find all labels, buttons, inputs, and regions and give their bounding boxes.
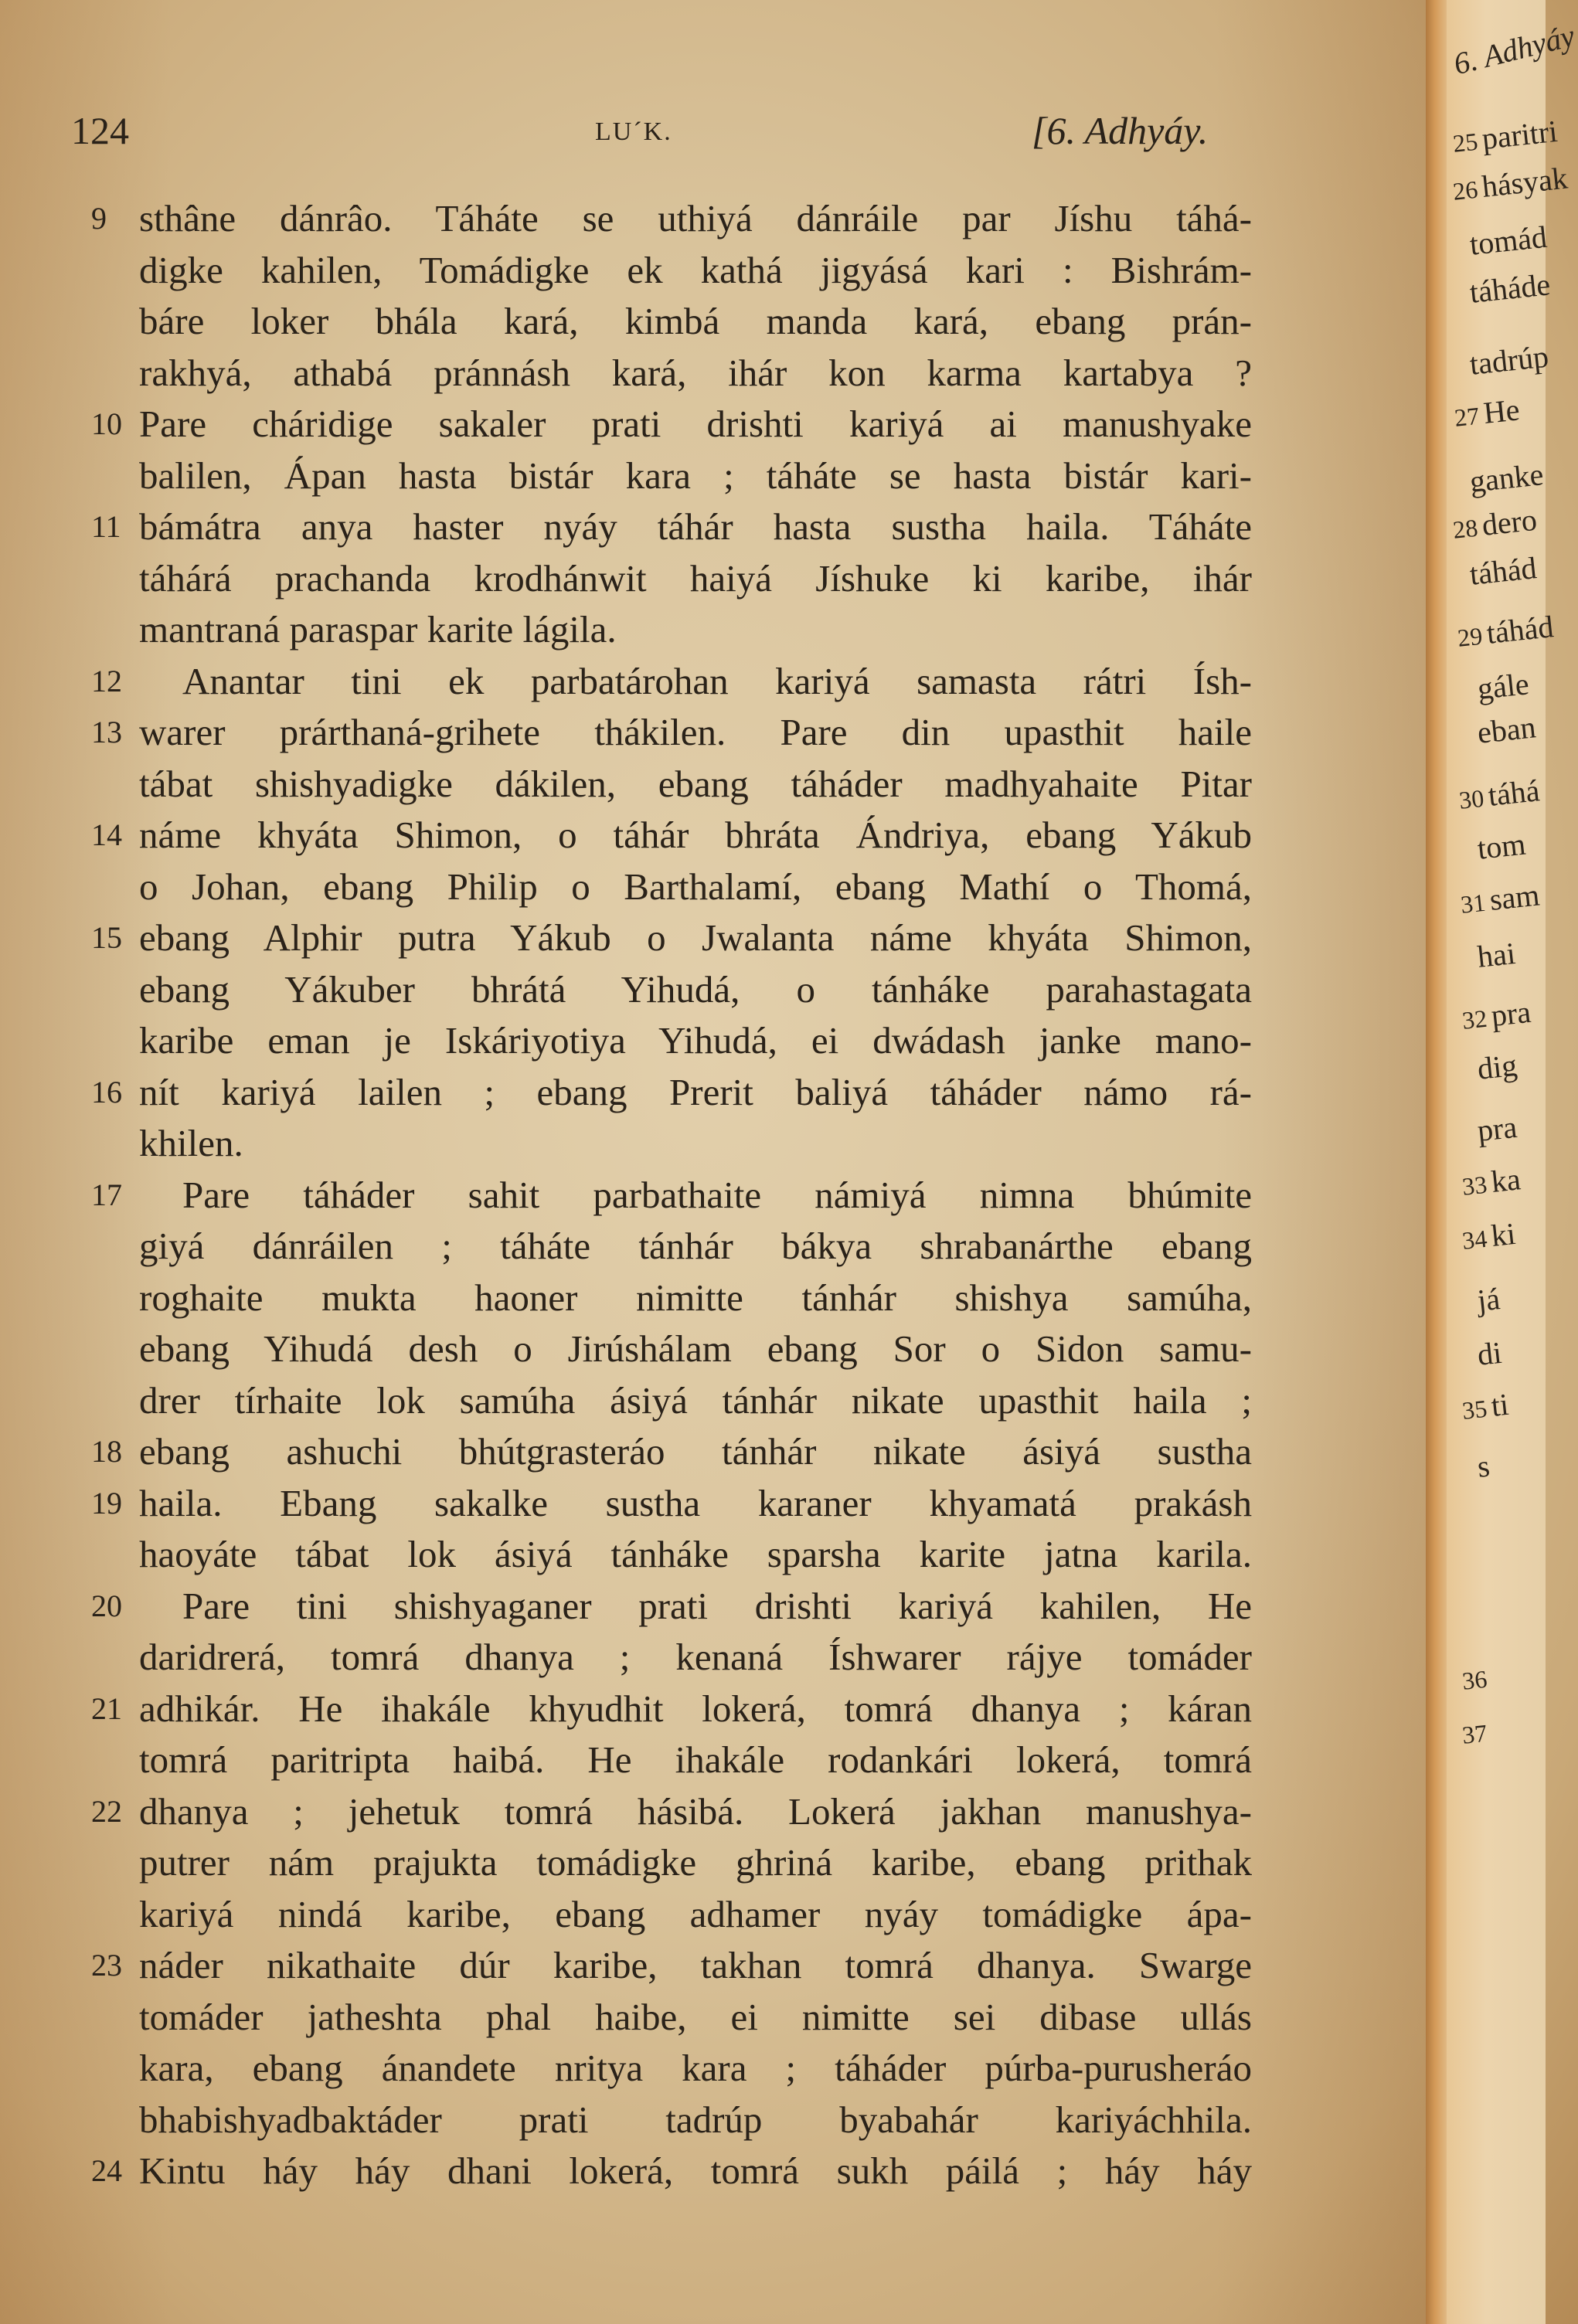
line-text: putrer nám prajukta tomádigke ghriná karibe, ebang prithak bbox=[139, 1841, 1252, 1884]
line-text: báre loker bhála kará, kimbá manda kará, ebang prán- bbox=[139, 300, 1252, 342]
fragment-text: hai bbox=[1475, 936, 1517, 974]
text-line bbox=[139, 348, 1252, 399]
line-text: roghaite mukta haoner nimitte tánhár shishya samúha, bbox=[139, 1276, 1252, 1319]
text-line bbox=[139, 2095, 1252, 2146]
text-line bbox=[139, 1735, 1252, 1785]
facing-page-fragment bbox=[1476, 1047, 1519, 1087]
text-line bbox=[91, 193, 1252, 244]
text-line bbox=[139, 1015, 1252, 1066]
text-line bbox=[139, 964, 1252, 1015]
verse-number: 28 bbox=[1451, 513, 1479, 544]
verse-number: 33 bbox=[1461, 1170, 1488, 1201]
facing-page-fragment bbox=[1461, 994, 1533, 1037]
text-line bbox=[139, 553, 1252, 604]
fragment-text: pra bbox=[1489, 994, 1532, 1033]
text-line bbox=[91, 912, 1252, 963]
fragment-text: ka bbox=[1489, 1161, 1522, 1199]
text-line bbox=[91, 399, 1252, 450]
verse-number: 15 bbox=[91, 920, 122, 955]
text-line bbox=[91, 501, 1252, 552]
verse-number: 35 bbox=[1461, 1394, 1488, 1425]
fragment-text: ki bbox=[1489, 1215, 1518, 1253]
line-text: mantraná paraspar karite lágila. bbox=[139, 608, 617, 651]
fragment-text: ti bbox=[1489, 1386, 1511, 1423]
verse-number: 29 bbox=[1456, 621, 1484, 652]
text-line bbox=[139, 245, 1252, 296]
text-line bbox=[139, 1529, 1252, 1580]
verse-number: 26 bbox=[1451, 175, 1479, 206]
fragment-text: ganke bbox=[1467, 457, 1546, 499]
fragment-text: dig bbox=[1475, 1047, 1519, 1086]
line-text: sthâne dánrâo. Táháte se uthiyá dánráile par Jíshu táhá- bbox=[139, 197, 1252, 240]
line-text: ebang Yákuber bhrátá Yihudá, o tánháke parahastagata bbox=[139, 967, 1252, 1011]
fragment-text: táhá bbox=[1486, 773, 1542, 813]
verse-number: 19 bbox=[91, 1485, 122, 1520]
line-text: Pare cháridige sakaler prati drishti kariyá ai manushyake bbox=[139, 403, 1252, 445]
text-line bbox=[91, 1786, 1252, 1837]
verse-number: 24 bbox=[91, 2153, 122, 2188]
facing-page-fragment bbox=[1476, 708, 1538, 751]
line-text: haila. Ebang sakalke sustha karaner khyamatá prakásh bbox=[139, 1481, 1252, 1524]
line-text: kara, ebang ánandete nritya kara ; táháder púrba-purusheráo bbox=[139, 2047, 1252, 2089]
text-line bbox=[91, 707, 1252, 758]
text-line bbox=[139, 1992, 1252, 2043]
facing-page-fragment bbox=[1461, 1386, 1511, 1427]
facing-page-fragment bbox=[1468, 338, 1551, 382]
line-text: nít kariyá lailen ; ebang Prerit baliyá táháder námo rá- bbox=[139, 1070, 1252, 1113]
line-text: Pare táháder sahit parbathaite námiyá nimna bhúmite bbox=[182, 1173, 1252, 1216]
fragment-text: tadrúp bbox=[1467, 338, 1550, 382]
verse-number: 12 bbox=[91, 663, 122, 698]
line-text: khilen. bbox=[139, 1122, 243, 1164]
verse-number: 9 bbox=[91, 201, 107, 236]
verse-number: 32 bbox=[1461, 1004, 1488, 1035]
line-text: tomrá paritripta haibá. He ihakále rodankári lokerá, tomrá bbox=[139, 1738, 1252, 1781]
line-text: balilen, Ápan hasta bistár kara ; táháte se hasta bistár kari- bbox=[139, 454, 1252, 497]
facing-page-fragment bbox=[1476, 1334, 1504, 1373]
line-text: drer tírhaite lok samúha ásiyá tánhár nikate upasthit haila ; bbox=[139, 1378, 1252, 1422]
verse-number: 11 bbox=[91, 509, 121, 544]
fragment-text: pra bbox=[1475, 1109, 1519, 1148]
facing-page-fragment bbox=[1461, 1712, 1494, 1751]
text-line bbox=[139, 1118, 1252, 1169]
text-line bbox=[91, 1478, 1252, 1529]
text-line bbox=[139, 1375, 1252, 1426]
line-text: giyá dánráilen ; táháte tánhár bákya shrabanárthe ebang bbox=[139, 1225, 1252, 1267]
fragment-text: táháde bbox=[1467, 267, 1552, 310]
line-text: ebang Alphir putra Yákub o Jwalanta náme khyáta Shimon, bbox=[139, 916, 1252, 959]
verse-number: 23 bbox=[91, 1948, 122, 1983]
verse-number: 27 bbox=[1453, 401, 1481, 432]
text-line bbox=[91, 1684, 1252, 1735]
fragment-text: di bbox=[1475, 1334, 1504, 1372]
fragment-text: paritri bbox=[1480, 113, 1559, 156]
line-text: karibe eman je Iskáriyotiya Yihudá, ei dwádash janke mano- bbox=[139, 1019, 1252, 1062]
text-line bbox=[139, 1889, 1252, 1940]
fragment-text: dero bbox=[1480, 501, 1539, 542]
text-line bbox=[139, 2043, 1252, 2094]
line-text: táhárá prachanda krodhánwit haiyá Jíshuke ki karibe, ihár bbox=[139, 556, 1252, 600]
chapter-heading: [6. Adhyáy. bbox=[1032, 109, 1209, 152]
fragment-text: tomád bbox=[1467, 219, 1549, 262]
fragment-text: gále bbox=[1475, 666, 1531, 706]
text-line bbox=[91, 1170, 1252, 1221]
fragment-text: s bbox=[1475, 1448, 1491, 1484]
text-line bbox=[91, 1067, 1252, 1118]
verse-number: 17 bbox=[91, 1177, 122, 1212]
line-text: rakhyá, athabá pránnásh kará, ihár kon karma kartabya ? bbox=[139, 351, 1252, 394]
facing-page-fragment bbox=[1476, 665, 1531, 707]
facing-page bbox=[1447, 0, 1578, 2324]
text-line bbox=[139, 296, 1252, 347]
text-line bbox=[139, 759, 1252, 810]
facing-page-fragment bbox=[1468, 549, 1539, 593]
fragment-text: eban bbox=[1475, 709, 1538, 750]
facing-page-fragment bbox=[1476, 1280, 1502, 1319]
facing-page-fragment bbox=[1461, 1160, 1522, 1203]
fragment-text: táhád bbox=[1467, 550, 1539, 592]
line-text: náder nikathaite dúr karibe, takhan tomrá dhanya. Swarge bbox=[139, 1944, 1252, 1986]
facing-page-fragment bbox=[1461, 1658, 1494, 1697]
line-text: bámátra anya haster nyáy táhár hasta sustha haila. Táháte bbox=[139, 505, 1252, 548]
verse-number: 13 bbox=[91, 715, 122, 749]
text-line bbox=[91, 1426, 1252, 1477]
line-text: ebang ashuchi bhútgrasteráo tánhár nikate ásiyá sustha bbox=[139, 1430, 1252, 1473]
facing-page-fragment bbox=[1451, 160, 1569, 208]
running-title: LU´K. bbox=[595, 117, 672, 146]
facing-page-fragment bbox=[1453, 391, 1522, 434]
text-line bbox=[139, 450, 1252, 501]
facing-page-fragment bbox=[1456, 608, 1556, 654]
text-line bbox=[91, 656, 1252, 707]
text-line bbox=[91, 2146, 1252, 2197]
fragment-text: He bbox=[1481, 392, 1522, 430]
text-line bbox=[139, 1221, 1252, 1272]
line-text: Anantar tini ek parbatárohan kariyá samasta rátri Ísh- bbox=[182, 659, 1252, 702]
verse-number: 34 bbox=[1461, 1224, 1488, 1255]
text-line bbox=[91, 810, 1252, 861]
text-line bbox=[139, 1837, 1252, 1888]
facing-page-fragment bbox=[1476, 935, 1518, 975]
fragment-text: sam bbox=[1488, 877, 1542, 917]
line-text: warer prárthaná-grihete thákilen. Pare din upasthit haile bbox=[139, 711, 1252, 753]
line-text: adhikár. He ihakále khyudhit lokerá, tomrá dhanya ; káran bbox=[139, 1687, 1252, 1730]
fragment-text: táhád bbox=[1484, 609, 1556, 651]
facing-page-fragment bbox=[1451, 501, 1539, 546]
facing-page-fragment bbox=[1457, 772, 1542, 817]
text-line bbox=[139, 861, 1252, 912]
line-text: o Johan, ebang Philip o Barthalamí, ebang Mathí o Thomá, bbox=[139, 865, 1252, 908]
facing-page-fragment bbox=[1451, 113, 1559, 160]
fragment-text: hásyak bbox=[1480, 160, 1569, 204]
verse-number: 31 bbox=[1459, 888, 1487, 919]
book-gutter bbox=[1426, 0, 1449, 2324]
facing-page-fragment bbox=[1461, 1215, 1518, 1257]
facing-page-fragment bbox=[1476, 826, 1528, 867]
fragment-text: tom bbox=[1475, 826, 1528, 866]
line-text: Pare tini shishyaganer prati drishti kariyá kahilen, He bbox=[182, 1584, 1252, 1627]
text-line bbox=[139, 1272, 1252, 1323]
text-line bbox=[139, 1323, 1252, 1374]
facing-page-fragment bbox=[1468, 456, 1546, 500]
line-text: dhanya ; jehetuk tomrá hásibá. Lokerá jakhan manushya- bbox=[139, 1789, 1252, 1833]
fragment-text: já bbox=[1475, 1281, 1502, 1318]
text-line bbox=[91, 1940, 1252, 1991]
facing-page-header: 6. Adhyáy bbox=[1450, 18, 1578, 82]
line-text: daridrerá, tomrá dhanya ; kenaná Íshwarer rájye tomáder bbox=[139, 1636, 1252, 1678]
verse-number: 10 bbox=[91, 406, 122, 441]
line-text: Kintu háy háy dhani lokerá, tomrá sukh páilá ; háy háy bbox=[139, 2149, 1252, 2192]
verse-number: 14 bbox=[91, 817, 122, 852]
text-line bbox=[91, 1581, 1252, 1632]
verse-number: 36 bbox=[1461, 1664, 1488, 1695]
line-text: digke kahilen, Tomádigke ek kathá jigyásá kari : Bishrám- bbox=[139, 248, 1252, 291]
verse-number: 25 bbox=[1451, 127, 1479, 158]
verse-number: 20 bbox=[91, 1588, 122, 1623]
verse-number: 16 bbox=[91, 1074, 122, 1109]
text-line bbox=[139, 604, 1252, 655]
line-text: bhabishyadbaktáder prati tadrúp byabahár kariyáchhila. bbox=[139, 2098, 1252, 2141]
line-text: kariyá nindá karibe, ebang adhamer nyáy tomádigke ápa- bbox=[139, 1892, 1252, 1935]
verse-number: 22 bbox=[91, 1793, 122, 1829]
facing-page-fragment bbox=[1476, 1109, 1519, 1149]
line-text: náme khyáta Shimon, o táhár bhráta Ándriya, ebang Yákub bbox=[139, 814, 1252, 856]
facing-page-fragment bbox=[1468, 266, 1552, 311]
verse-number: 37 bbox=[1461, 1718, 1488, 1749]
verse-number: 18 bbox=[91, 1434, 122, 1469]
facing-page-fragment bbox=[1476, 1448, 1491, 1485]
line-text: tábat shishyadigke dákilen, ebang táháder madhyahaite Pitar bbox=[139, 762, 1252, 805]
line-text: ebang Yihudá desh o Jirúshálam ebang Sor o Sidon samu- bbox=[139, 1327, 1252, 1370]
verse-number: 30 bbox=[1457, 783, 1485, 814]
line-text: tomáder jatheshta phal haibe, ei nimitte sei dibase ullás bbox=[139, 1995, 1252, 2038]
facing-page-fragment bbox=[1468, 219, 1549, 263]
verse-number: 21 bbox=[91, 1690, 122, 1726]
page-number: 124 bbox=[71, 109, 129, 152]
line-text: haoyáte tábat lok ásiyá tánháke sparsha karite jatna karila. bbox=[139, 1533, 1252, 1575]
text-line bbox=[139, 1632, 1252, 1683]
facing-page-fragment bbox=[1459, 876, 1542, 920]
